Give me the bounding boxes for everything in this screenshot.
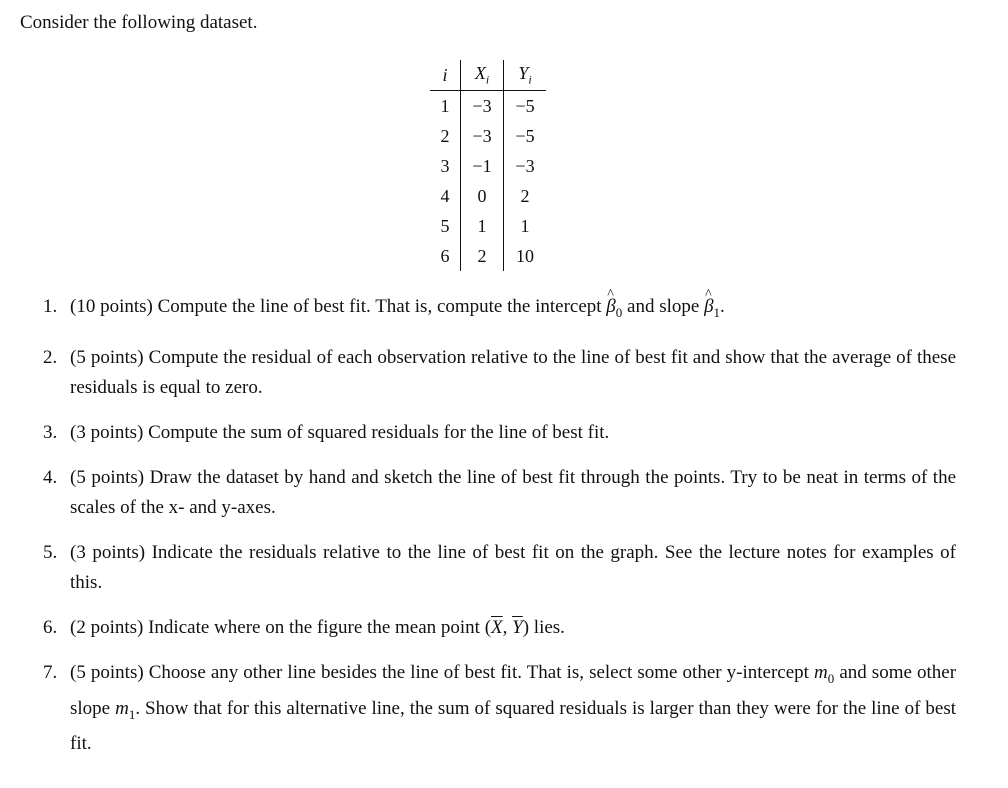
cell-x: −1 [461, 151, 504, 181]
question-points: (5 points) [70, 346, 144, 368]
question-text: . Show that for this alternative line, the sum of squared residuals is larger than they were for the line of best fit. [70, 697, 956, 755]
cell-i: 5 [430, 211, 461, 241]
comma: , [502, 616, 513, 638]
header-x: $X_i$ [461, 60, 504, 91]
cell-x: −3 [461, 91, 504, 122]
question-item [40, 613, 956, 643]
header-i: i [430, 60, 461, 91]
question-item [40, 292, 956, 328]
dataset-table [430, 60, 546, 271]
question-text: Draw the dataset by hand and sketch the line of best fit through the points. Try to be neat in terms of the scales of the x- and y-axes. [70, 466, 957, 518]
cell-i: 1 [430, 91, 461, 122]
cell-x: −3 [461, 121, 504, 151]
question-item [40, 658, 956, 760]
question-item [40, 463, 956, 523]
dataset-table-container [430, 60, 546, 271]
question-number: 3. [43, 421, 58, 443]
question-text: . [720, 296, 725, 317]
cell-y: 1 [520, 215, 530, 236]
cell-i: 2 [430, 121, 461, 151]
question-points: (5 points) [70, 466, 145, 488]
question-number: 7. [43, 661, 58, 683]
cell-x: 0 [461, 181, 504, 211]
question-text: Compute the sum of squared residuals for the line of best fit. [148, 421, 610, 443]
cell-i: 6 [430, 241, 461, 271]
cell-i: 4 [430, 181, 461, 211]
table-row [430, 181, 546, 211]
cell-y: −5 [515, 95, 535, 116]
question-text: Choose any other line besides the line of best fit. That is, select some other y-intercept [148, 661, 815, 683]
intro-text: Consider the following dataset. [20, 12, 258, 33]
question-number: 1. [43, 296, 58, 317]
m1-symbol: $m_1$ [115, 697, 136, 722]
question-item [40, 418, 956, 448]
beta0-symbol: ^ $\beta_0$ [606, 296, 622, 317]
m0-symbol: $m_0$ [814, 661, 835, 686]
cell-y: −3 [515, 155, 535, 176]
cell-i: 3 [430, 151, 461, 181]
table-row [430, 121, 546, 151]
header-y: $Y_i$ [504, 60, 547, 91]
question-points: (2 points) [70, 616, 144, 638]
cell-x: 1 [461, 211, 504, 241]
question-number: 5. [43, 541, 58, 563]
question-points: (5 points) [70, 661, 144, 683]
question-text: Compute the line of best fit. That is, compute the intercept [157, 296, 607, 317]
beta1-symbol: ^ $\beta_1$ [704, 296, 720, 317]
cell-x: 2 [461, 241, 504, 271]
cell-y: −5 [515, 125, 535, 146]
table-row [430, 91, 546, 122]
question-item [40, 538, 956, 598]
xbar-symbol: $\overline{X}$ [491, 616, 503, 638]
question-list [40, 292, 956, 759]
cell-y: 2 [520, 185, 530, 206]
ybar-symbol: $\overline{Y}$ [512, 616, 523, 638]
question-number: 4. [43, 466, 58, 488]
question-text: and slope [622, 296, 705, 317]
question-text: Indicate the residuals relative to the line of best fit on the graph. See the lecture notes for examples of this. [70, 541, 957, 593]
table-row [430, 211, 546, 241]
question-number: 6. [43, 616, 58, 638]
table-row [430, 241, 546, 271]
question-number: 2. [43, 346, 58, 368]
question-text: and some other slope [70, 661, 957, 719]
table-header-row [430, 60, 546, 91]
question-text: Indicate where on the figure the mean point ( [148, 616, 492, 638]
question-points: (3 points) [70, 421, 144, 443]
table-row [430, 151, 546, 181]
question-points: (3 points) [70, 541, 146, 563]
question-text: ) lies. [522, 616, 565, 638]
question-points: (10 points) [70, 296, 153, 317]
question-text: Compute the residual of each observation relative to the line of best fit and show that the average of these residuals is equal to zero. [70, 346, 957, 398]
cell-y: 10 [516, 245, 534, 266]
question-item [40, 343, 956, 403]
